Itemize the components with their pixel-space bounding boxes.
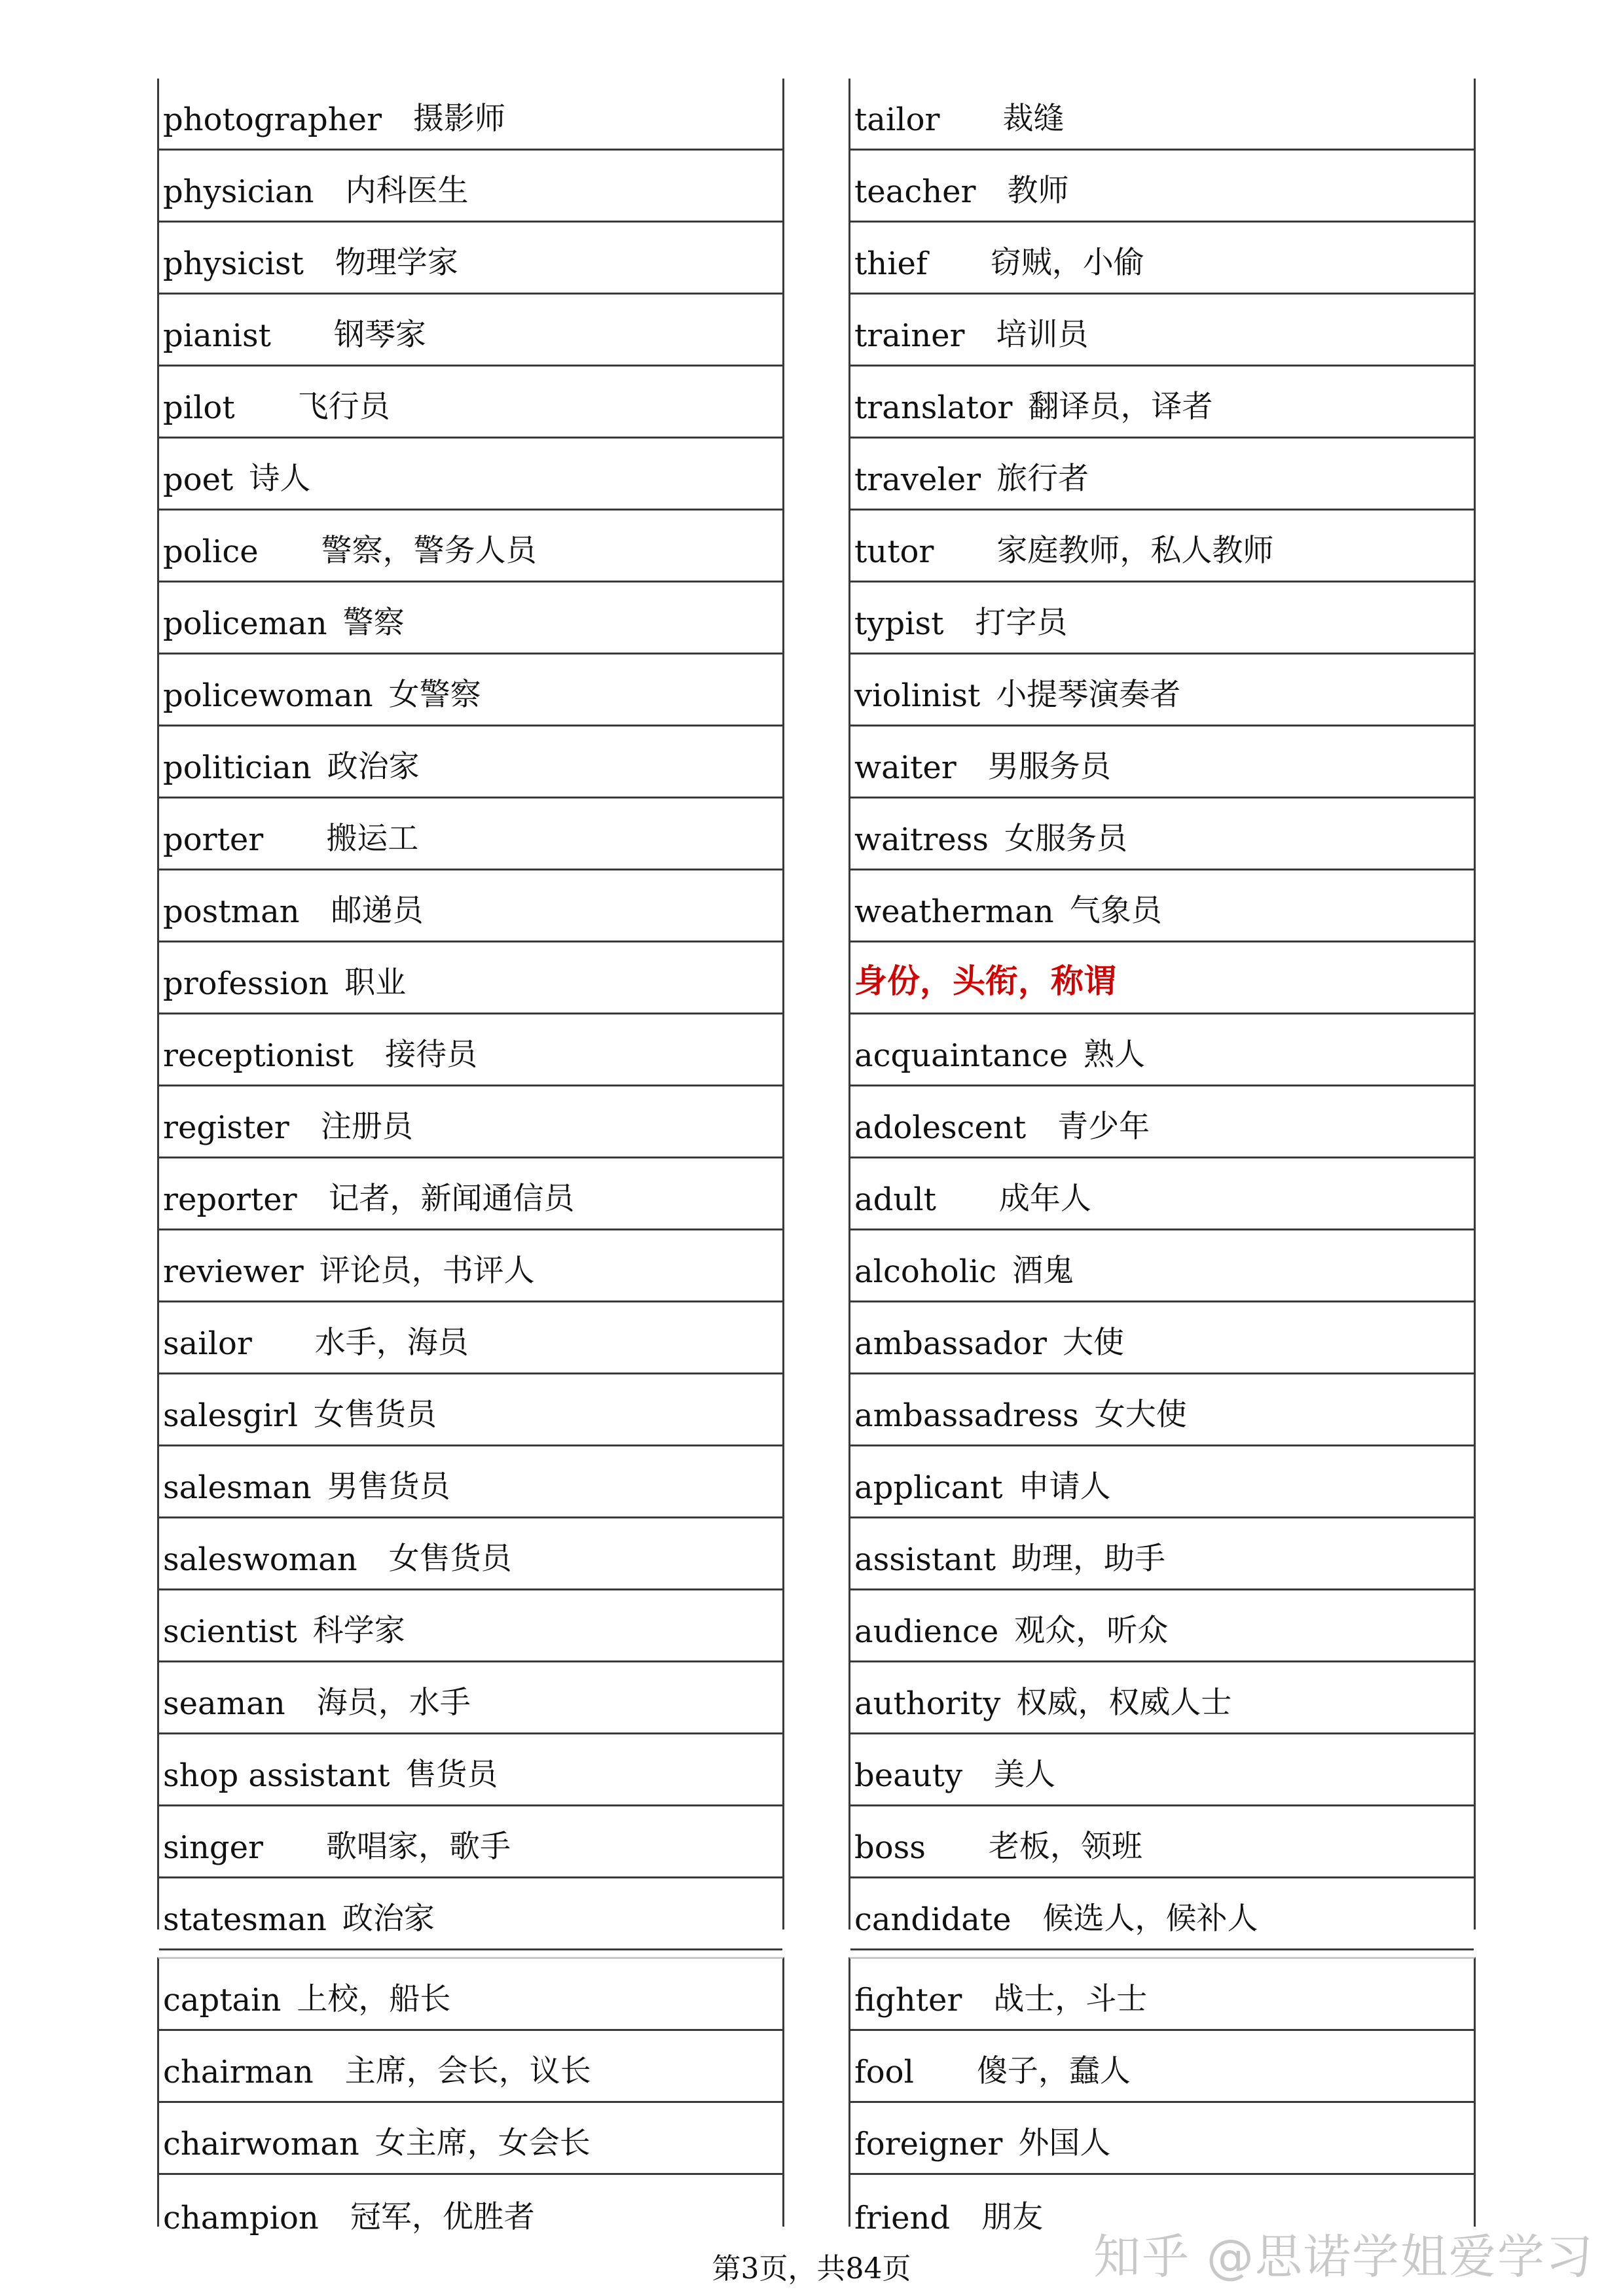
english-term: fighter bbox=[854, 1982, 962, 2018]
chinese-meaning: 飞行员 bbox=[297, 389, 390, 425]
table-row bbox=[159, 1014, 782, 1086]
table-row bbox=[850, 942, 1474, 1014]
table-row bbox=[850, 1590, 1474, 1662]
english-term: tutor bbox=[854, 533, 934, 570]
chinese-meaning: 候选人，候补人 bbox=[1042, 1901, 1258, 1937]
table-row bbox=[159, 1878, 782, 1950]
english-term: pilot bbox=[163, 389, 235, 426]
english-term: policewoman bbox=[163, 677, 373, 714]
english-term: policeman bbox=[163, 605, 327, 642]
table-row bbox=[850, 2103, 1474, 2175]
table-row bbox=[850, 1662, 1474, 1734]
english-term: seaman bbox=[163, 1685, 285, 1722]
chinese-meaning: 小提琴演奏者 bbox=[996, 677, 1181, 713]
english-term: audience bbox=[854, 1613, 999, 1650]
table-row bbox=[159, 79, 782, 151]
table-row bbox=[159, 2175, 782, 2247]
english-term: violinist bbox=[854, 677, 981, 714]
table-row bbox=[850, 655, 1474, 726]
chinese-meaning: 家庭教师，私人教师 bbox=[996, 533, 1274, 569]
chinese-meaning: 钢琴家 bbox=[333, 317, 426, 353]
table-row bbox=[159, 798, 782, 870]
chinese-meaning: 政治家 bbox=[342, 1901, 435, 1937]
english-term: physicist bbox=[163, 245, 304, 282]
chinese-meaning: 上校，船长 bbox=[297, 1981, 451, 2017]
chinese-meaning: 女主席，女会长 bbox=[374, 2125, 591, 2161]
chinese-meaning: 战士，斗士 bbox=[993, 1981, 1148, 2017]
table-row bbox=[159, 870, 782, 942]
table-row bbox=[159, 583, 782, 655]
chinese-meaning: 海员，水手 bbox=[316, 1685, 471, 1721]
chinese-meaning: 邮递员 bbox=[331, 893, 424, 929]
chinese-meaning: 观众，听众 bbox=[1014, 1613, 1169, 1649]
table-row bbox=[850, 1014, 1474, 1086]
table-row bbox=[159, 151, 782, 223]
chinese-meaning: 朋友 bbox=[981, 2199, 1044, 2235]
chinese-meaning: 旅行者 bbox=[996, 461, 1089, 497]
table-row bbox=[159, 2103, 782, 2175]
chinese-meaning: 培训员 bbox=[996, 317, 1089, 353]
english-term: register bbox=[163, 1109, 289, 1146]
english-term: acquaintance bbox=[854, 1037, 1068, 1074]
english-term: beauty bbox=[854, 1757, 963, 1794]
table-row bbox=[850, 151, 1474, 223]
english-term: reporter bbox=[163, 1181, 297, 1218]
table-row bbox=[850, 511, 1474, 583]
english-term: receptionist bbox=[163, 1037, 354, 1074]
english-term: salesman bbox=[163, 1469, 312, 1506]
table-row bbox=[159, 439, 782, 511]
table-row bbox=[850, 1086, 1474, 1158]
chinese-meaning: 记者，新闻通信员 bbox=[328, 1181, 575, 1217]
table-row bbox=[850, 295, 1474, 367]
table-row bbox=[850, 1878, 1474, 1950]
chinese-meaning: 售货员 bbox=[405, 1757, 498, 1793]
chinese-meaning: 女警察 bbox=[388, 677, 481, 713]
table-row bbox=[159, 726, 782, 798]
table-row bbox=[159, 367, 782, 439]
right-table-top bbox=[848, 79, 1476, 1938]
chinese-meaning: 评论员，书评人 bbox=[319, 1253, 535, 1289]
english-term: alcoholic bbox=[854, 1253, 997, 1290]
english-term: adult bbox=[854, 1181, 936, 1218]
chinese-meaning: 外国人 bbox=[1018, 2125, 1111, 2161]
english-term: translator bbox=[854, 389, 1013, 426]
chinese-meaning: 酒鬼 bbox=[1012, 1253, 1074, 1289]
table-row bbox=[159, 942, 782, 1014]
table-row bbox=[850, 79, 1474, 151]
english-term: teacher bbox=[854, 173, 976, 210]
english-term: saleswoman bbox=[163, 1541, 357, 1578]
chinese-meaning: 物理学家 bbox=[335, 245, 458, 281]
table-row bbox=[850, 1374, 1474, 1446]
english-term: chairwoman bbox=[163, 2126, 359, 2162]
english-term: boss bbox=[854, 1829, 926, 1866]
english-term: foreigner bbox=[854, 2126, 1003, 2162]
watermark: 知乎 @思诺学姐爱学习 bbox=[1093, 2229, 1594, 2284]
chinese-meaning: 冠军，优胜者 bbox=[350, 2199, 535, 2235]
english-term: profession bbox=[163, 965, 329, 1002]
chinese-meaning: 气象员 bbox=[1069, 893, 1162, 929]
english-term: waitress bbox=[854, 821, 989, 858]
table-row bbox=[159, 1230, 782, 1302]
table-row bbox=[850, 1446, 1474, 1518]
english-term: physician bbox=[163, 173, 314, 210]
chinese-meaning: 诗人 bbox=[249, 461, 311, 497]
chinese-meaning: 警察 bbox=[342, 605, 405, 641]
table-row bbox=[850, 439, 1474, 511]
table-row bbox=[159, 1734, 782, 1806]
table-row bbox=[850, 1158, 1474, 1230]
english-term: candidate bbox=[854, 1901, 1012, 1938]
table-row bbox=[850, 1734, 1474, 1806]
chinese-meaning: 翻译员，译者 bbox=[1028, 389, 1213, 425]
chinese-meaning: 女服务员 bbox=[1004, 821, 1127, 857]
english-term: champion bbox=[163, 2200, 319, 2236]
table-row bbox=[850, 726, 1474, 798]
chinese-meaning: 职业 bbox=[344, 965, 407, 1001]
table-row bbox=[850, 583, 1474, 655]
table-row bbox=[159, 1590, 782, 1662]
english-term: typist bbox=[854, 605, 944, 642]
english-term: salesgirl bbox=[163, 1397, 299, 1434]
english-term: adolescent bbox=[854, 1109, 1027, 1146]
english-term: chairman bbox=[163, 2054, 314, 2090]
chinese-meaning: 女售货员 bbox=[314, 1397, 437, 1433]
english-term: politician bbox=[163, 749, 312, 786]
english-term: statesman bbox=[163, 1901, 327, 1938]
english-term: ambassador bbox=[854, 1325, 1047, 1362]
table-row bbox=[159, 2031, 782, 2103]
chinese-meaning: 傻子，蠢人 bbox=[976, 2053, 1131, 2089]
chinese-meaning: 美人 bbox=[994, 1757, 1056, 1793]
table-row bbox=[159, 223, 782, 295]
english-term: tailor bbox=[854, 101, 940, 138]
chinese-meaning: 水手，海员 bbox=[314, 1325, 469, 1361]
table-row bbox=[159, 1518, 782, 1590]
table-row bbox=[159, 1446, 782, 1518]
english-term: scientist bbox=[163, 1613, 297, 1650]
chinese-meaning: 打字员 bbox=[975, 605, 1068, 641]
chinese-meaning: 成年人 bbox=[998, 1181, 1091, 1217]
chinese-meaning: 裁缝 bbox=[1002, 101, 1065, 137]
chinese-meaning: 申请人 bbox=[1018, 1469, 1111, 1505]
table-row bbox=[850, 798, 1474, 870]
english-term: pianist bbox=[163, 317, 271, 354]
english-term: porter bbox=[163, 821, 264, 858]
chinese-meaning: 老板，领班 bbox=[988, 1829, 1142, 1865]
chinese-meaning: 权威，权威人士 bbox=[1016, 1685, 1232, 1721]
table-row bbox=[850, 1806, 1474, 1878]
table-row bbox=[159, 511, 782, 583]
english-term: applicant bbox=[854, 1469, 1003, 1506]
english-term: thief bbox=[854, 245, 928, 282]
chinese-meaning: 科学家 bbox=[312, 1613, 405, 1649]
english-term: ambassadress bbox=[854, 1397, 1079, 1434]
table-row bbox=[159, 295, 782, 367]
chinese-meaning: 男服务员 bbox=[987, 749, 1111, 785]
english-term: waiter bbox=[854, 749, 957, 786]
left-table-bottom bbox=[157, 1957, 784, 2236]
chinese-meaning: 政治家 bbox=[327, 749, 420, 785]
chinese-meaning: 助理，助手 bbox=[1011, 1541, 1165, 1577]
chinese-meaning: 窃贼，小偷 bbox=[990, 245, 1144, 281]
english-term: weatherman bbox=[854, 893, 1054, 930]
table-row bbox=[159, 655, 782, 726]
table-row bbox=[159, 1302, 782, 1374]
english-term: poet bbox=[163, 461, 234, 498]
chinese-meaning: 搬运工 bbox=[326, 821, 419, 857]
chinese-meaning: 女大使 bbox=[1094, 1397, 1187, 1433]
english-term: police bbox=[163, 533, 259, 570]
english-term: photographer bbox=[163, 101, 382, 138]
table-row bbox=[850, 1959, 1474, 2031]
english-term: authority bbox=[854, 1685, 1001, 1722]
chinese-meaning: 主席，会长，议长 bbox=[344, 2053, 591, 2089]
chinese-meaning: 男售货员 bbox=[327, 1469, 450, 1505]
table-row bbox=[850, 870, 1474, 942]
table-row bbox=[850, 1518, 1474, 1590]
english-term: singer bbox=[163, 1829, 263, 1866]
left-table-top bbox=[157, 79, 784, 1938]
english-term: reviewer bbox=[163, 1253, 304, 1290]
english-term: assistant bbox=[854, 1541, 996, 1578]
table-row bbox=[159, 1086, 782, 1158]
chinese-meaning: 青少年 bbox=[1057, 1109, 1150, 1145]
chinese-meaning: 注册员 bbox=[320, 1109, 413, 1145]
chinese-meaning: 教师 bbox=[1007, 173, 1069, 209]
chinese-meaning: 熟人 bbox=[1084, 1037, 1146, 1073]
table-row bbox=[850, 367, 1474, 439]
table-row bbox=[159, 1806, 782, 1878]
english-term: traveler bbox=[854, 461, 981, 498]
table-row bbox=[850, 1230, 1474, 1302]
english-term: postman bbox=[163, 893, 300, 930]
chinese-meaning: 接待员 bbox=[385, 1037, 478, 1073]
chinese-meaning: 摄影师 bbox=[413, 101, 506, 137]
table-row bbox=[850, 223, 1474, 295]
chinese-meaning: 警察，警务人员 bbox=[321, 533, 537, 569]
table-row bbox=[159, 1374, 782, 1446]
table-row bbox=[159, 1662, 782, 1734]
right-table-bottom bbox=[848, 1957, 1476, 2236]
english-term: shop assistant bbox=[163, 1757, 390, 1794]
chinese-meaning: 大使 bbox=[1062, 1325, 1124, 1361]
section-heading: 身份，头衔，称谓 bbox=[854, 962, 1116, 1000]
english-term: captain bbox=[163, 1982, 282, 2018]
table-row bbox=[850, 2031, 1474, 2103]
table-row bbox=[850, 1302, 1474, 1374]
table-row bbox=[159, 1158, 782, 1230]
page-footer: 第3页，共84页 bbox=[712, 2252, 911, 2286]
chinese-meaning: 女售货员 bbox=[388, 1541, 512, 1577]
english-term: fool bbox=[854, 2054, 914, 2090]
english-term: sailor bbox=[163, 1325, 252, 1362]
chinese-meaning: 歌唱家，歌手 bbox=[325, 1829, 511, 1865]
chinese-meaning: 内科医生 bbox=[345, 173, 469, 209]
english-term: trainer bbox=[854, 317, 965, 354]
english-term: friend bbox=[854, 2200, 951, 2236]
table-row bbox=[159, 1959, 782, 2031]
